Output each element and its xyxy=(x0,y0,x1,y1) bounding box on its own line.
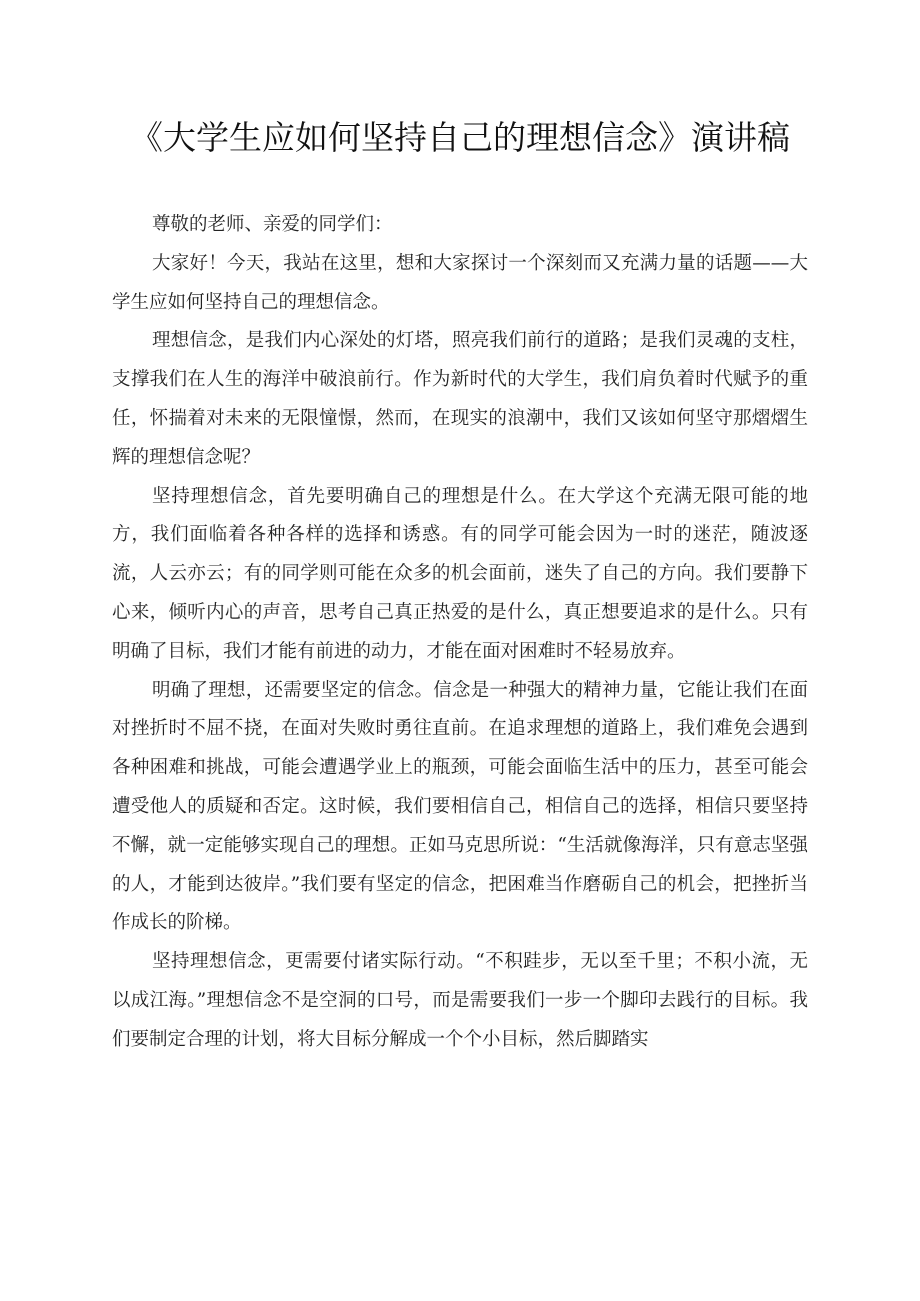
body-paragraph: 明确了理想，还需要坚定的信念。信念是一种强大的精神力量，它能让我们在面对挫折时不屈不挠，在面对失败时勇往直前。在追求理想的道路上，我们难免会遇到各种困难和挑战，可能会遭遇学业上的瓶颈，可能会面临生活中的压力，甚至可能会遭受他人的质疑和否定。这时候，我们要相信自己，相信自己的选择，相信只要坚持不懈，就一定能够实现自己的理想。正如马克思所说：“生活就像海洋，只有意志坚强的人，才能到达彼岸。”我们要有坚定的信念，把困难当作磨砺自己的机会，把挫折当作成长的阶梯。 xyxy=(112,679,808,934)
body-paragraph: 坚持理想信念，首先要明确自己的理想是什么。在大学这个充满无限可能的地方，我们面临着各种各样的选择和诱惑。有的同学可能会因为一时的迷茫，随波逐流，人云亦云；有的同学则可能在众多的机会面前，迷失了自己的方向。我们要静下心来，倾听内心的声音，思考自己真正热爱的是什么，真正想要追求的是什么。只有明确了目标，我们才能有前进的动力，才能在面对困难时不轻易放弃。 xyxy=(112,485,808,662)
body-paragraph: 理想信念，是我们内心深处的灯塔，照亮我们前行的道路；是我们灵魂的支柱，支撑我们在人生的海洋中破浪前行。作为新时代的大学生，我们肩负着时代赋予的重任，怀揣着对未来的无限憧憬，然而，在现实的浪潮中，我们又该如何坚守那熠熠生辉的理想信念呢？ xyxy=(112,330,808,468)
speech-body xyxy=(112,206,808,1060)
body-paragraph: 坚持理想信念，更需要付诸实际行动。“不积跬步，无以至千里；不积小流，无以成江海。”理想信念不是空洞的口号，而是需要我们一步一个脚印去践行的目标。我们要制定合理的计划，将大目标分解成一个个小目标，然后脚踏实 xyxy=(112,951,808,1050)
salutation-paragraph: 尊敬的老师、亲爱的同学们： xyxy=(152,214,393,235)
document-title: 《大学生应如何坚持自己的理想信念》演讲稿 xyxy=(130,118,790,157)
greeting-paragraph: 大家好！今天，我站在这里，想和大家探讨一个深刻而又充满力量的话题——大学生应如何坚持自己的理想信念。 xyxy=(112,252,808,313)
